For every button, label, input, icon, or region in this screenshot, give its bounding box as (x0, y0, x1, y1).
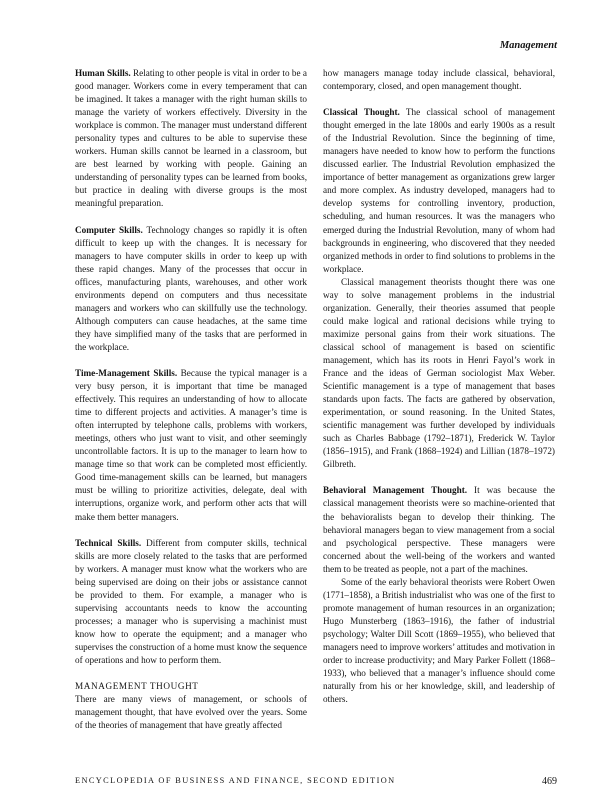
page-number: 469 (542, 776, 557, 787)
continuation-paragraph: how managers manage today include classical, behavioral, contemporary, closed, and open management thought. (323, 68, 555, 92)
technical-skills-paragraph (75, 537, 307, 667)
human-skills-paragraph (75, 67, 307, 211)
behavioral-thought-text: It was because the classical management theorists were so machine-oriented that the behavioralists began to develop their thinking. The behavioral managers began to view management from a social and psychological perspective. These managers were concerned about the well-being of the workers and wanted them to be treated as people, not a part of the machines. (323, 485, 556, 574)
left-column (75, 67, 307, 732)
management-thought-paragraph: There are many views of management, or schools of management thought, that have evolved over the years. Some of the theories of management that have greatly affected (75, 694, 307, 731)
management-thought-heading: MANAGEMENT THOUGHT (75, 681, 199, 692)
technical-skills-text: Different from computer skills, technical skills are more closely related to the tasks that are performed by workers. A manager must know what the workers who are being supervised are doing on their jobs or assistance cannot be provided to them. For example, a manager who is supervising accountants needs to know the accounting processes; a manager who is supervising a machinist must know how to operate the equipment; and a manager who supervises the construction of a home must know the sequence of operations and how to perform them. (75, 537, 307, 665)
technical-skills-term: Technical Skills. (75, 537, 142, 548)
time-management-skills-term: Time-Management Skills. (75, 367, 178, 378)
classical-thought-text: The classical school of management thought emerged in the late 1800s and early 1900s as a result of the Industrial Revolution. Since the beginning of time, managers have needed to know how to perform the functions discussed earlier. The Industrial Revolution emphasized the importance of better management as organizations grew larger and more complex. As industry developed, managers had to develop systems for controlling inventory, production, scheduling, and human resources. It was the managers who emerged during the Industrial Revolution, many of whom had backgrounds in engineering, who discovered that they needed organized methods in order to find solutions to problems in the workplace. (323, 107, 555, 274)
behavioral-thought-term: Behavioral Management Thought. (323, 485, 468, 496)
classical-thought-paragraph-2: Classical management theorists thought there was one way to solve management problems in the industrial organization. Generally, their theories assumed that people could make logical and rational decisions while trying to maximize personal gains from their work situations. The classical school of management is based on scientific management, which has its roots in Henri Fayol’s work in France and the ideas of German sociologist Max Weber. Scientific management is a type of management that bases standards upon facts. The facts are gathered by observation, experimentation, or sound reasoning. In the United States, scientific management was further developed by individuals such as Charles Babbage (1792–1871), Frederick W. Taylor (1856–1915), and Frank (1868–1924) and Lillian (1878–1972) Gilbreth. (323, 276, 555, 470)
publication-title: ENCYCLOPEDIA OF BUSINESS AND FINANCE, SECOND EDITION (75, 776, 396, 785)
computer-skills-term: Computer Skills. (75, 224, 143, 235)
right-column (323, 67, 555, 706)
page-footer (75, 776, 557, 785)
classical-thought-paragraph (323, 106, 555, 276)
human-skills-text: Relating to other people is vital in order to be a good manager. Workers come in every temperament that can be imagined. It takes a manager with the right human skills to manage the variety of workers effectively. Diversity in the workplace is common. The manager must understand different personality types and cultures to be able to supervise these workers. Human skills cannot be learned in a classroom, but are best learned by working with people. Gaining an understanding of personality types can be learned from books, but practice in dealing with diverse groups is the most meaningful preparation. (75, 68, 307, 209)
computer-skills-text: Technology changes so rapidly it is often difficult to keep up with the changes. It is necessary for managers to have computer skills in order to keep up with these rapid changes. Many of the processes that occur in offices, manufacturing plants, warehouses, and other work environments depend on computers and thus necessitate managers and workers who can skillfully use the technology. Although computers can cause headaches, at the same time they have simplified many of the tasks that are performed in the workplace. (75, 224, 307, 352)
time-management-skills-paragraph (75, 367, 307, 524)
classical-thought-term: Classical Thought. (323, 107, 400, 118)
human-skills-term: Human Skills. (75, 68, 131, 78)
time-management-skills-text: Because the typical manager is a very busy person, it is important that time be managed effectively. This requires an understanding of how to allocate time to different projects and activities. A manager’s time is often interrupted by telephone calls, problems with workers, meetings, others who just want to visit, and other seemingly uncontrollable factors. It is up to the manager to learn how to manage time so that work can be completed most efficiently. Good time-management skills can be learned, but managers must be willing to prioritize activities, delegate, deal with interruptions, organize work, and perform other acts that will make them better managers. (75, 367, 307, 522)
behavioral-thought-paragraph-2: Some of the early behavioral theorists were Robert Owen (1771–1858), a British industrialist who was one of the first to promote management of human resources in an organization; Hugo Munsterberg (1863–1916), the father of industrial psychology; Walter Dill Scott (1869–1955), who believed that managers need to improve workers’ attitudes and motivation in order to increase productivity; and Mary Parker Follett (1868–1933), who believed that a manager’s influence should come naturally from his or her knowledge, skill, and leadership of others. (323, 576, 556, 705)
computer-skills-paragraph (75, 224, 307, 354)
behavioral-thought-paragraph (323, 484, 555, 575)
running-head-title: Management (499, 40, 557, 51)
